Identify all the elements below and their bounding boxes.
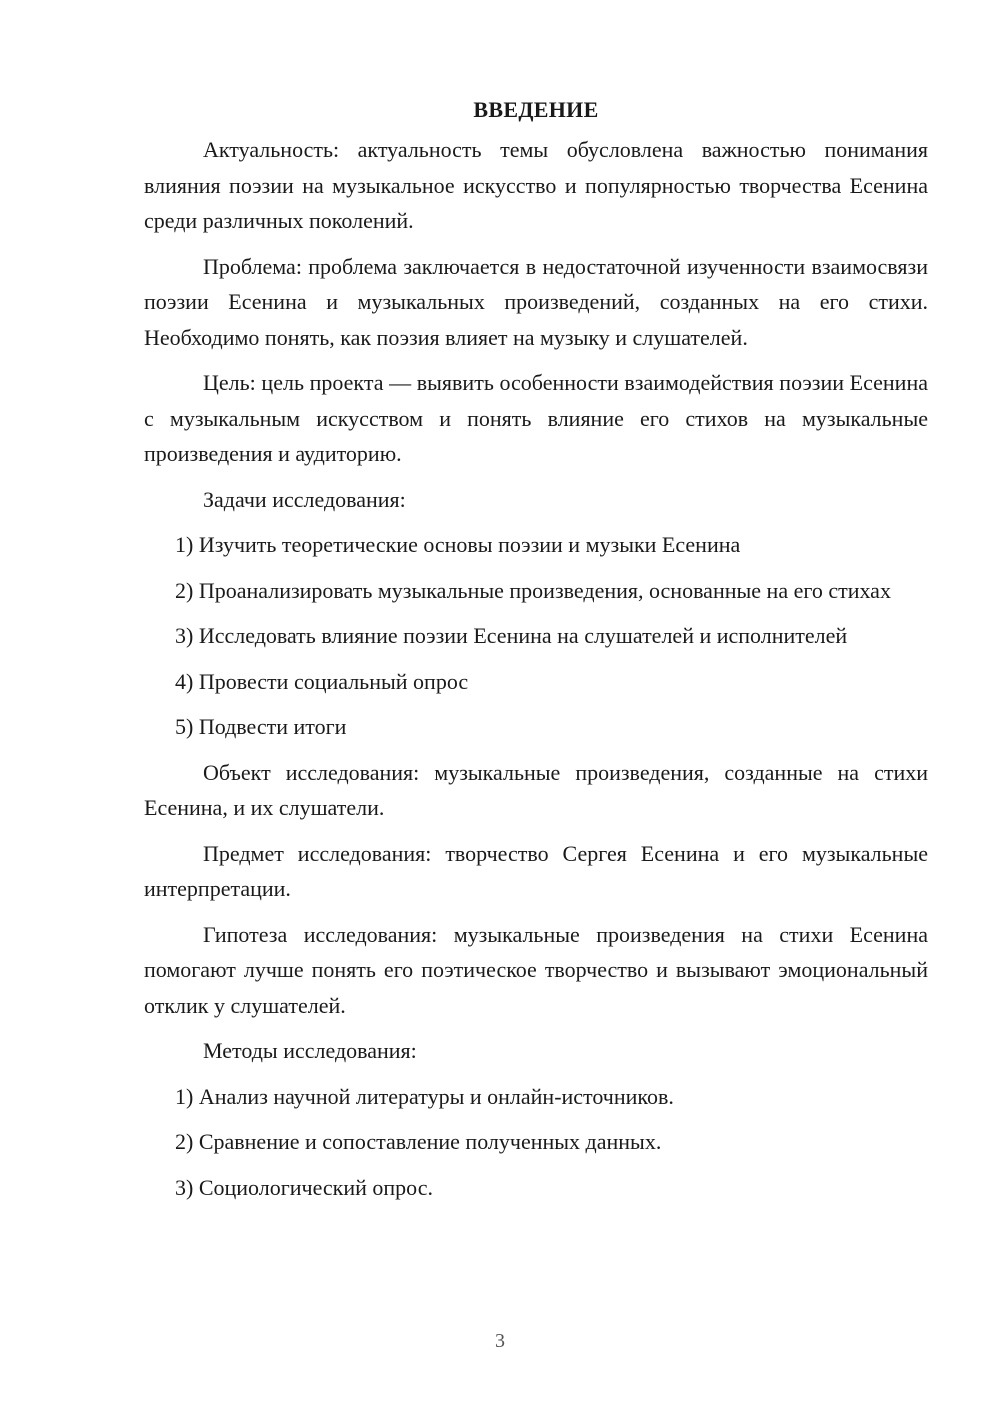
task-item: 1) Изучить теоретические основы поэзии и музыки Есенина (175, 532, 741, 557)
document-page (144, 92, 928, 1215)
relevance-paragraph: Актуальность: актуальность темы обусловлена важностью понимания влияния поэзии на музыкальное искусство и популярностью творчества Есенина среди различных поколений. (144, 137, 928, 233)
tasks-title: Задачи исследования: (203, 486, 406, 512)
method-item: 2) Сравнение и сопоставление полученных данных. (175, 1129, 662, 1154)
problem-paragraph: Проблема: проблема заключается в недостаточной изученности взаимосвязи поэзии Есенина и музыкальных произведений, созданных на его стихи. Необходимо понять, как поэзия влияет на музыку и слушателей. (144, 253, 928, 350)
task-item: 3) Исследовать влияние поэзии Есенина на слушателей и исполнителей (175, 623, 848, 648)
method-item: 3) Социологический опрос. (175, 1174, 433, 1200)
methods-title: Методы исследования: (203, 1038, 417, 1063)
task-item: 2) Проанализировать музыкальные произведения, основанные на его стихах (175, 577, 891, 603)
method-item: 1) Анализ научной литературы и онлайн-источников. (175, 1083, 674, 1109)
task-item: 5) Подвести итоги (175, 714, 347, 739)
task-item: 4) Провести социальный опрос (175, 668, 469, 694)
subject-paragraph: Предмет исследования: творчество Сергея Есенина и его музыкальные интерпретации. (144, 840, 928, 901)
section-heading: ВВЕДЕНИЕ (473, 97, 599, 122)
hypothesis-paragraph: Гипотеза исследования: музыкальные произведения на стихи Есенина помогают лучше понять его поэтическое творчество и вызывают эмоциональный отклик у слушателей. (144, 921, 928, 1018)
page-number: 3 (495, 1330, 505, 1352)
object-paragraph: Объект исследования: музыкальные произведения, созданные на стихи Есенина, и их слушатели. (144, 759, 928, 820)
goal-paragraph: Цель: цель проекта — выявить особенности взаимодействия поэзии Есенина с музыкальным искусством и понять влияние его стихов на музыкальные произведения и аудиторию. (144, 370, 928, 466)
